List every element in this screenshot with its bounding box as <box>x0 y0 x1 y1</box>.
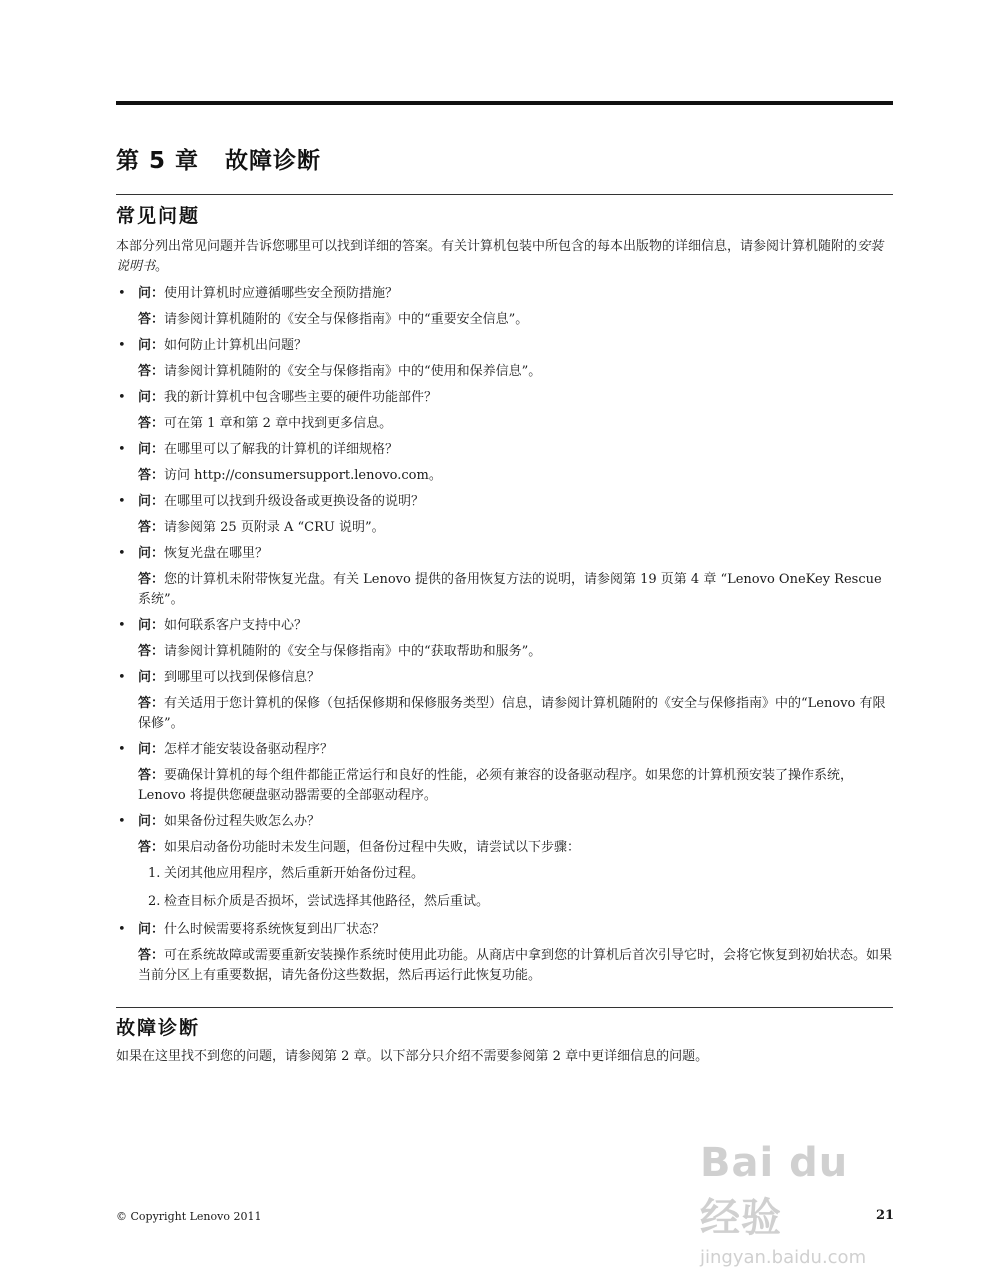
answer-text: 有关适用于您计算机的保修（包括保修期和保修服务类型）信息，请参阅计算机随附的《安全与保修指南》中的“Lenovo 有限保修”。 <box>138 696 886 731</box>
watermark-logo-text: Bai du 经验 <box>700 1140 849 1241</box>
question-text: 怎样才能安装设备驱动程序？ <box>164 742 334 757</box>
answer-text: 可在第 1 章和第 2 章中找到更多信息。 <box>164 416 393 431</box>
troubleshooting-heading: 故障诊断 <box>116 1017 201 1039</box>
answer-text: 您的计算机未附带恢复光盘。有关 Lenovo 提供的备用恢复方法的说明，请参阅第 19 页第 4 章 “Lenovo OneKey Rescue 系统”。 <box>138 572 882 607</box>
chapter-name: 故障诊断 <box>225 148 322 174</box>
step-item: 2. 检查目标介质是否损坏，尝试选择其他路径，然后重试。 <box>148 894 490 909</box>
watermark-url: jingyan.baidu.com <box>700 1247 867 1268</box>
answer-text: 如果启动备份功能时未发生问题，但备份过程中失败，请尝试以下步骤： <box>164 840 581 855</box>
faq-item: • 问：恢复光盘在哪里？ 答：您的计算机未附带恢复光盘。有关 Lenovo 提供的备用恢复方法的说明，请参阅第 19 页第 4 章 “Lenovo OneKey Rescue 系统”。 <box>118 546 882 607</box>
question-text: 使用计算机时应遵循哪些安全预防措施？ <box>164 286 399 301</box>
question-text: 什么时候需要将系统恢复到出厂状态？ <box>164 922 386 937</box>
answer-text: 请参阅计算机随附的《安全与保修指南》中的“使用和保养信息”。 <box>164 364 542 379</box>
question-text: 恢复光盘在哪里？ <box>164 546 269 561</box>
faq-item: • 问：在哪里可以找到升级设备或更换设备的说明？ 答：请参阅第 25 页附录 A “CRU 说明”。 <box>118 494 425 535</box>
chapter-number: 第 5 章 <box>116 148 200 174</box>
faq-item: • 问：如何联系客户支持中心？ 答：请参阅计算机随附的《安全与保修指南》中的“获取帮助和服务”。 <box>118 618 542 659</box>
faq-list <box>116 284 893 992</box>
faq-item: • 问：什么时候需要将系统恢复到出厂状态？ 答：可在系统故障或需要重新安装操作系统时使用此功能。从商店中拿到您的计算机后首次引导它时，会将它恢复到初始状态。如果当前分区上有重要数据，请先备份这些数据，然后再运行此恢复功能。 <box>118 922 893 983</box>
question-text: 在哪里可以了解我的计算机的详细规格？ <box>164 442 399 457</box>
question-text: 在哪里可以找到升级设备或更换设备的说明？ <box>164 494 425 509</box>
faq-item: • 问：到哪里可以找到保修信息？ 答：有关适用于您计算机的保修（包括保修期和保修服务类型）信息，请参阅计算机随附的《安全与保修指南》中的“Lenovo 有限保修”。 <box>118 670 886 731</box>
answer-text: 访问 http://consumersupport.lenovo.com。 <box>164 468 442 483</box>
answer-text: 可在系统故障或需要重新安装操作系统时使用此功能。从商店中拿到您的计算机后首次引导它时，会将它恢复到初始状态。如果当前分区上有重要数据，请先备份这些数据，然后再运行此恢复功能。 <box>138 948 893 983</box>
faq-item: • 问：使用计算机时应遵循哪些安全预防措施？ 答：请参阅计算机随附的《安全与保修指南》中的“重要安全信息”。 <box>118 286 529 327</box>
question-text: 如何防止计算机出问题？ <box>164 338 308 353</box>
step-item: 1. 关闭其他应用程序，然后重新开始备份过程。 <box>148 866 425 881</box>
faq-item: • 问：如果备份过程失败怎么办？ 答：如果启动备份功能时未发生问题，但备份过程中失败，请尝试以下步骤： 1. 关闭其他应用程序，然后重新开始备份过程。 2. 检查目标介质是否损坏，尝试选择其他路径，然后重试。 <box>116 812 893 912</box>
faq-rule <box>116 194 893 195</box>
chapter-title <box>116 142 321 175</box>
top-rule <box>116 101 893 105</box>
faq-item: • 问：怎样才能安装设备驱动程序？ 答：要确保计算机的每个组件都能正常运行和良好的性能，必须有兼容的设备驱动程序。如果您的计算机预安装了操作系统，Lenovo 将提供您硬盘驱动器需要的全部驱动程序。 <box>118 742 854 803</box>
faq-item: • 问：在哪里可以了解我的计算机的详细规格？ 答：访问 http://consumersupport.lenovo.com。 <box>118 442 442 483</box>
install-guide-title: 安装说明书 <box>116 239 884 274</box>
question-text: 如何联系客户支持中心？ <box>164 618 308 633</box>
faq-item: • 问：我的新计算机中包含哪些主要的硬件功能部件？ 答：可在第 1 章和第 2 章中找到更多信息。 <box>118 390 438 431</box>
question-text: 如果备份过程失败怎么办？ <box>164 814 321 829</box>
copyright: © Copyright Lenovo 2011 <box>116 1210 262 1223</box>
question-text: 到哪里可以找到保修信息？ <box>164 670 321 685</box>
troubleshooting-intro: 如果在这里找不到您的问题，请参阅第 2 章。以下部分只介绍不需要参阅第 2 章中更详细信息的问题。 <box>116 1049 709 1064</box>
answer-text: 请参阅计算机随附的《安全与保修指南》中的“重要安全信息”。 <box>164 312 529 327</box>
backup-steps <box>116 864 893 912</box>
faq-item: • 问：如何防止计算机出问题？ 答：请参阅计算机随附的《安全与保修指南》中的“使用和保养信息”。 <box>118 338 542 379</box>
answer-text: 要确保计算机的每个组件都能正常运行和良好的性能，必须有兼容的设备驱动程序。如果您的计算机预安装了操作系统，Lenovo 将提供您硬盘驱动器需要的全部驱动程序。 <box>138 768 854 803</box>
faq-intro: 本部分列出常见问题并告诉您哪里可以找到详细的答案。有关计算机包装中所包含的每本出版物的详细信息，请参阅计算机随附的安装说明书。 <box>116 239 884 274</box>
baidu-watermark <box>700 1140 900 1268</box>
page-number: 21 <box>876 1208 895 1223</box>
faq-heading: 常见问题 <box>116 205 201 227</box>
question-text: 我的新计算机中包含哪些主要的硬件功能部件？ <box>164 390 438 405</box>
answer-text: 请参阅第 25 页附录 A “CRU 说明”。 <box>164 520 385 535</box>
troubleshooting-rule <box>116 1007 893 1008</box>
answer-text: 请参阅计算机随附的《安全与保修指南》中的“获取帮助和服务”。 <box>164 644 542 659</box>
